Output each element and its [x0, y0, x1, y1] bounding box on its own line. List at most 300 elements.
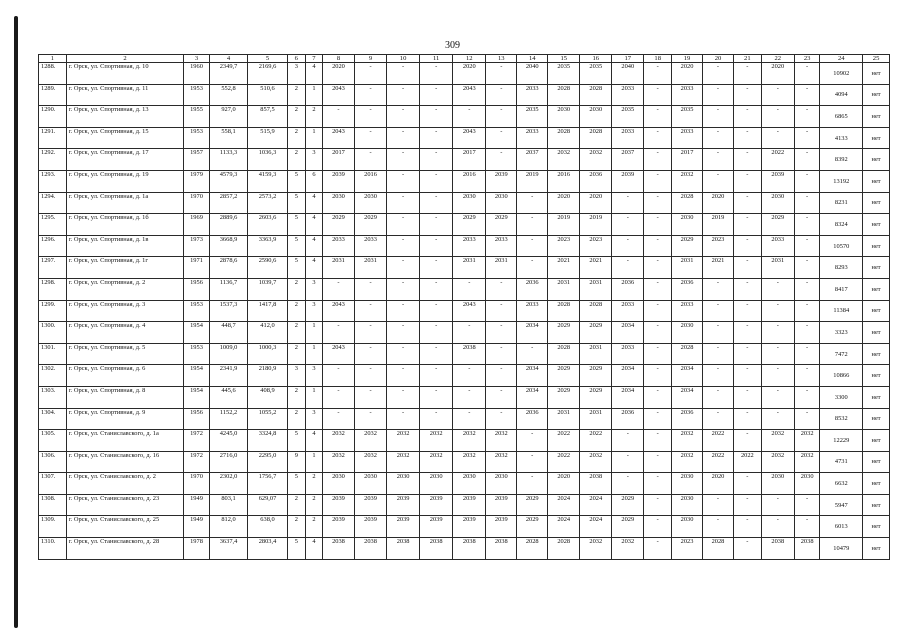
table-cell: 2032 — [322, 430, 354, 452]
table-cell: 2 — [305, 516, 322, 538]
table-cell: - — [794, 278, 820, 300]
table-cell: 2 — [305, 106, 322, 128]
status-cell: нет — [863, 192, 890, 214]
table-cell: 2037 — [517, 149, 548, 171]
table-cell: 5 — [287, 170, 305, 192]
table-cell: - — [612, 235, 644, 257]
total-cell: 10570 — [820, 235, 863, 257]
table-cell: 1 — [305, 386, 322, 408]
address-cell: г. Орск, ул. Спортивная, д. 4 — [66, 322, 183, 344]
table-cell: 1133,3 — [209, 149, 247, 171]
table-cell: - — [761, 408, 794, 430]
table-cell: - — [355, 408, 387, 430]
row-number-cell: 1294. — [39, 192, 67, 214]
table-cell: 4 — [305, 192, 322, 214]
table-cell: 2036 — [612, 408, 644, 430]
table-cell: - — [355, 84, 387, 106]
table-cell: 1978 — [184, 538, 210, 560]
row-number-cell: 1299. — [39, 300, 67, 322]
table-cell: 2032 — [453, 451, 486, 473]
table-cell: 4 — [305, 214, 322, 236]
table-cell: - — [794, 84, 820, 106]
table-cell: - — [387, 170, 420, 192]
table-cell: 2878,6 — [209, 257, 247, 279]
table-cell: - — [355, 149, 387, 171]
table-cell: 2036 — [672, 408, 703, 430]
table-cell: 2020 — [548, 473, 580, 495]
table-cell: - — [703, 127, 734, 149]
total-cell: 4133 — [820, 127, 863, 149]
table-cell: 2021 — [580, 257, 612, 279]
table-cell: - — [644, 343, 672, 365]
table-cell: 2 — [287, 343, 305, 365]
table-cell: - — [733, 127, 761, 149]
table-cell: 2021 — [548, 257, 580, 279]
table-cell: - — [703, 63, 734, 85]
table-cell: - — [420, 84, 453, 106]
table-cell: - — [703, 84, 734, 106]
table-cell: 2028 — [672, 343, 703, 365]
table-cell: 2020 — [580, 192, 612, 214]
table-cell: 2033 — [672, 127, 703, 149]
table-cell: 1 — [305, 451, 322, 473]
column-number: 19 — [672, 55, 703, 63]
table-cell: 2029 — [548, 322, 580, 344]
table-cell: 1979 — [184, 170, 210, 192]
table-cell: 2031 — [486, 257, 517, 279]
table-cell: 1957 — [184, 149, 210, 171]
table-cell: 2032 — [486, 451, 517, 473]
column-number: 11 — [420, 55, 453, 63]
table-cell: - — [644, 538, 672, 560]
status-cell: нет — [863, 84, 890, 106]
table-cell: 2033 — [672, 300, 703, 322]
total-cell: 6632 — [820, 473, 863, 495]
table-cell: 4 — [305, 235, 322, 257]
address-cell: г. Орск, ул. Спортивная, д. 6 — [66, 365, 183, 387]
table-cell: - — [703, 386, 734, 408]
column-number: 15 — [548, 55, 580, 63]
total-cell: 13192 — [820, 170, 863, 192]
table-cell: 2040 — [612, 63, 644, 85]
table-row — [39, 214, 890, 236]
table-cell: 2038 — [761, 538, 794, 560]
table-cell: - — [644, 365, 672, 387]
row-number-cell: 1297. — [39, 257, 67, 279]
row-number-cell: 1305. — [39, 430, 67, 452]
table-cell: - — [355, 300, 387, 322]
table-cell: - — [355, 127, 387, 149]
table-cell: 2038 — [486, 538, 517, 560]
column-number: 3 — [184, 55, 210, 63]
table-cell: - — [644, 322, 672, 344]
table-cell: 2169,6 — [248, 63, 288, 85]
table-cell: 2030 — [322, 192, 354, 214]
column-number: 16 — [580, 55, 612, 63]
table-cell: - — [420, 343, 453, 365]
table-cell: 2032 — [612, 538, 644, 560]
table-cell: - — [387, 84, 420, 106]
table-cell: - — [733, 494, 761, 516]
table-cell: - — [387, 192, 420, 214]
table-cell: 2029 — [580, 322, 612, 344]
table-cell: 2030 — [355, 192, 387, 214]
table-cell: - — [644, 63, 672, 85]
table-cell: - — [517, 235, 548, 257]
total-cell: 11384 — [820, 300, 863, 322]
table-cell: 2038 — [453, 538, 486, 560]
table-cell: 2034 — [517, 365, 548, 387]
table-row — [39, 106, 890, 128]
table-cell: - — [703, 408, 734, 430]
table-cell: - — [612, 430, 644, 452]
table-cell: 3668,9 — [209, 235, 247, 257]
table-cell: 2032 — [672, 430, 703, 452]
table-cell: - — [733, 300, 761, 322]
table-cell: 3 — [305, 300, 322, 322]
table-cell: 2 — [287, 300, 305, 322]
table-cell: 2038 — [453, 343, 486, 365]
table-cell: - — [420, 300, 453, 322]
table-cell: 2031 — [548, 278, 580, 300]
table-cell: 6 — [305, 170, 322, 192]
address-cell: г. Орск, ул. Станиславского, д. 2 — [66, 473, 183, 495]
table-cell: 2039 — [387, 494, 420, 516]
table-cell: - — [453, 278, 486, 300]
table-cell: - — [612, 214, 644, 236]
table-cell: 2033 — [453, 235, 486, 257]
table-cell: - — [733, 322, 761, 344]
table-cell: 2043 — [322, 300, 354, 322]
status-cell: нет — [863, 214, 890, 236]
table-cell: 638,0 — [248, 516, 288, 538]
table-cell: 2016 — [453, 170, 486, 192]
table-cell: 1972 — [184, 430, 210, 452]
table-cell: - — [733, 386, 761, 408]
row-number-cell: 1304. — [39, 408, 67, 430]
table-cell: - — [644, 127, 672, 149]
table-cell: 1949 — [184, 494, 210, 516]
table-cell: 2023 — [580, 235, 612, 257]
table-cell: - — [420, 257, 453, 279]
table-cell: 3 — [305, 365, 322, 387]
table-cell: - — [387, 235, 420, 257]
table-cell: 2039 — [387, 516, 420, 538]
table-cell: 2032 — [420, 451, 453, 473]
table-cell: 2030 — [420, 473, 453, 495]
table-cell: 2032 — [387, 451, 420, 473]
table-cell: 2039 — [612, 170, 644, 192]
table-cell: - — [733, 516, 761, 538]
table-cell: 1953 — [184, 127, 210, 149]
column-number: 6 — [287, 55, 305, 63]
table-row — [39, 494, 890, 516]
table-cell: 2033 — [517, 300, 548, 322]
status-cell: нет — [863, 149, 890, 171]
table-cell: - — [517, 192, 548, 214]
table-cell: - — [733, 170, 761, 192]
table-cell: - — [733, 149, 761, 171]
table-row — [39, 149, 890, 171]
table-cell: 3637,4 — [209, 538, 247, 560]
table-cell: 2022 — [580, 430, 612, 452]
table-cell: 2016 — [355, 170, 387, 192]
table-cell: - — [486, 343, 517, 365]
table-cell: - — [453, 408, 486, 430]
table-cell: - — [355, 278, 387, 300]
table-cell: 2035 — [612, 106, 644, 128]
table-cell: 2030 — [672, 214, 703, 236]
table-cell: 2039 — [355, 516, 387, 538]
table-cell: 2033 — [517, 127, 548, 149]
table-cell: - — [761, 127, 794, 149]
table-cell: 2034 — [612, 386, 644, 408]
table-cell: 2030 — [761, 192, 794, 214]
table-cell: 1537,3 — [209, 300, 247, 322]
table-row — [39, 322, 890, 344]
row-number-cell: 1302. — [39, 365, 67, 387]
table-cell: 2033 — [355, 235, 387, 257]
table-cell: 1954 — [184, 365, 210, 387]
table-cell: - — [517, 430, 548, 452]
table-cell: 1055,2 — [248, 408, 288, 430]
table-cell: 2035 — [548, 63, 580, 85]
table-cell: - — [733, 278, 761, 300]
address-cell: г. Орск, ул. Спортивная, д. 9 — [66, 408, 183, 430]
table-cell: 2043 — [322, 343, 354, 365]
table-cell: - — [387, 214, 420, 236]
table-cell: 2017 — [322, 149, 354, 171]
table-cell: - — [644, 408, 672, 430]
table-cell: 1 — [305, 343, 322, 365]
table-cell: - — [612, 257, 644, 279]
table-cell: - — [486, 408, 517, 430]
table-cell: 2032 — [453, 430, 486, 452]
status-cell: нет — [863, 300, 890, 322]
table-row — [39, 408, 890, 430]
table-row — [39, 278, 890, 300]
total-cell: 10479 — [820, 538, 863, 560]
column-number: 10 — [387, 55, 420, 63]
table-cell: - — [420, 170, 453, 192]
row-number-cell: 1291. — [39, 127, 67, 149]
table-cell: 2030 — [453, 473, 486, 495]
total-cell: 8417 — [820, 278, 863, 300]
table-cell: 412,0 — [248, 322, 288, 344]
table-cell: 2020 — [322, 63, 354, 85]
table-cell: 2038 — [420, 538, 453, 560]
table-cell: 2030 — [486, 473, 517, 495]
table-cell: 2032 — [322, 451, 354, 473]
table-cell: 2039 — [420, 494, 453, 516]
table-cell: 2030 — [486, 192, 517, 214]
table-cell: - — [387, 149, 420, 171]
table-cell: - — [644, 106, 672, 128]
table-cell: 2034 — [612, 322, 644, 344]
table-cell: - — [703, 516, 734, 538]
status-cell: нет — [863, 257, 890, 279]
table-cell: - — [703, 343, 734, 365]
table-cell: 2032 — [355, 430, 387, 452]
table-cell: 4 — [305, 538, 322, 560]
table-cell: - — [387, 278, 420, 300]
address-cell: г. Орск, ул. Спортивная, д. 19 — [66, 170, 183, 192]
column-number: 18 — [644, 55, 672, 63]
table-cell: 1953 — [184, 300, 210, 322]
table-cell: 2022 — [703, 430, 734, 452]
table-cell: 2031 — [453, 257, 486, 279]
table-row — [39, 257, 890, 279]
address-cell: г. Орск, ул. Спортивная, д. 8 — [66, 386, 183, 408]
table-row — [39, 127, 890, 149]
table-cell: - — [794, 408, 820, 430]
table-cell: 1 — [305, 84, 322, 106]
table-cell: - — [355, 365, 387, 387]
column-number: 13 — [486, 55, 517, 63]
table-cell: 2029 — [355, 214, 387, 236]
table-cell: - — [794, 149, 820, 171]
table-cell: - — [486, 84, 517, 106]
table-cell: 2036 — [612, 278, 644, 300]
status-cell: нет — [863, 473, 890, 495]
table-cell: 2033 — [322, 235, 354, 257]
table-cell: 2039 — [761, 170, 794, 192]
table-cell: - — [355, 322, 387, 344]
table-cell: 2032 — [355, 451, 387, 473]
table-cell: 2030 — [794, 473, 820, 495]
table-cell: 629,07 — [248, 494, 288, 516]
table-cell: - — [453, 365, 486, 387]
table-cell: 2295,0 — [248, 451, 288, 473]
table-cell: 5 — [287, 430, 305, 452]
total-cell: 10866 — [820, 365, 863, 387]
table-cell: - — [355, 106, 387, 128]
table-cell: 2033 — [517, 84, 548, 106]
table-cell: 2034 — [517, 386, 548, 408]
table-cell: 2030 — [453, 192, 486, 214]
table-cell: - — [517, 257, 548, 279]
table-cell: - — [703, 278, 734, 300]
row-number-cell: 1301. — [39, 343, 67, 365]
table-cell: 2029 — [486, 214, 517, 236]
table-cell: - — [703, 322, 734, 344]
table-cell: 445,6 — [209, 386, 247, 408]
table-cell: 5 — [287, 538, 305, 560]
table-cell: 2031 — [672, 257, 703, 279]
table-cell: 2024 — [580, 516, 612, 538]
table-cell: 2349,7 — [209, 63, 247, 85]
column-number: 8 — [322, 55, 354, 63]
table-cell: - — [761, 343, 794, 365]
table-cell: 2020 — [703, 473, 734, 495]
table-cell: 1036,3 — [248, 149, 288, 171]
table-cell: - — [420, 63, 453, 85]
table-cell: 2032 — [420, 430, 453, 452]
table-cell: 2029 — [322, 214, 354, 236]
status-cell: нет — [863, 451, 890, 473]
table-cell: - — [644, 451, 672, 473]
table-cell: - — [420, 386, 453, 408]
table-cell: - — [387, 127, 420, 149]
table-row — [39, 538, 890, 560]
address-cell: г. Орск, ул. Спортивная, д. 3 — [66, 300, 183, 322]
table-cell: 1152,2 — [209, 408, 247, 430]
table-cell: 2033 — [612, 127, 644, 149]
table-cell: 2032 — [548, 149, 580, 171]
table-cell: - — [794, 170, 820, 192]
table-cell: - — [644, 192, 672, 214]
table-cell: 1953 — [184, 343, 210, 365]
row-number-cell: 1292. — [39, 149, 67, 171]
address-cell: г. Орск, ул. Станиславского, д. 16 — [66, 451, 183, 473]
table-cell: - — [761, 516, 794, 538]
table-cell: - — [420, 106, 453, 128]
row-number-cell: 1289. — [39, 84, 67, 106]
status-cell: нет — [863, 386, 890, 408]
table-cell: 2031 — [761, 257, 794, 279]
table-cell: 1972 — [184, 451, 210, 473]
table-cell: 3 — [305, 149, 322, 171]
table-cell: - — [761, 278, 794, 300]
table-cell: 2030 — [580, 106, 612, 128]
table-cell: - — [420, 192, 453, 214]
row-number-cell: 1306. — [39, 451, 67, 473]
table-cell: 2024 — [580, 494, 612, 516]
table-cell: 2 — [287, 322, 305, 344]
table-cell: 2030 — [672, 494, 703, 516]
column-number: 23 — [794, 55, 820, 63]
column-number: 12 — [453, 55, 486, 63]
table-cell: 2029 — [517, 516, 548, 538]
table-cell: 2031 — [580, 408, 612, 430]
table-cell: 2022 — [548, 430, 580, 452]
table-cell: - — [794, 494, 820, 516]
table-cell: 1971 — [184, 257, 210, 279]
table-cell: 2033 — [486, 235, 517, 257]
table-cell: - — [453, 322, 486, 344]
table-cell: - — [420, 278, 453, 300]
table-cell: - — [355, 343, 387, 365]
row-number-cell: 1290. — [39, 106, 67, 128]
table-cell: - — [733, 343, 761, 365]
table-row — [39, 170, 890, 192]
table-cell: - — [486, 63, 517, 85]
table-cell: 2039 — [420, 516, 453, 538]
total-cell: 3323 — [820, 322, 863, 344]
table-cell: 2036 — [580, 170, 612, 192]
table-cell: 552,8 — [209, 84, 247, 106]
table-cell: - — [420, 408, 453, 430]
table-cell: - — [733, 214, 761, 236]
table-cell: - — [703, 494, 734, 516]
column-number: 7 — [305, 55, 322, 63]
table-cell: 2889,6 — [209, 214, 247, 236]
table-cell: 2032 — [387, 430, 420, 452]
table-cell: - — [794, 516, 820, 538]
table-cell: 2020 — [761, 63, 794, 85]
table-cell: 2043 — [453, 300, 486, 322]
address-cell: г. Орск, ул. Спортивная, д. 1в — [66, 235, 183, 257]
table-cell: 2034 — [672, 386, 703, 408]
table-cell: - — [733, 257, 761, 279]
table-cell: 2039 — [486, 494, 517, 516]
table-cell: 2032 — [761, 451, 794, 473]
table-cell: 2020 — [548, 192, 580, 214]
table-cell: 2 — [287, 408, 305, 430]
table-cell: - — [703, 365, 734, 387]
table-cell: 2029 — [517, 494, 548, 516]
table-cell: - — [733, 473, 761, 495]
